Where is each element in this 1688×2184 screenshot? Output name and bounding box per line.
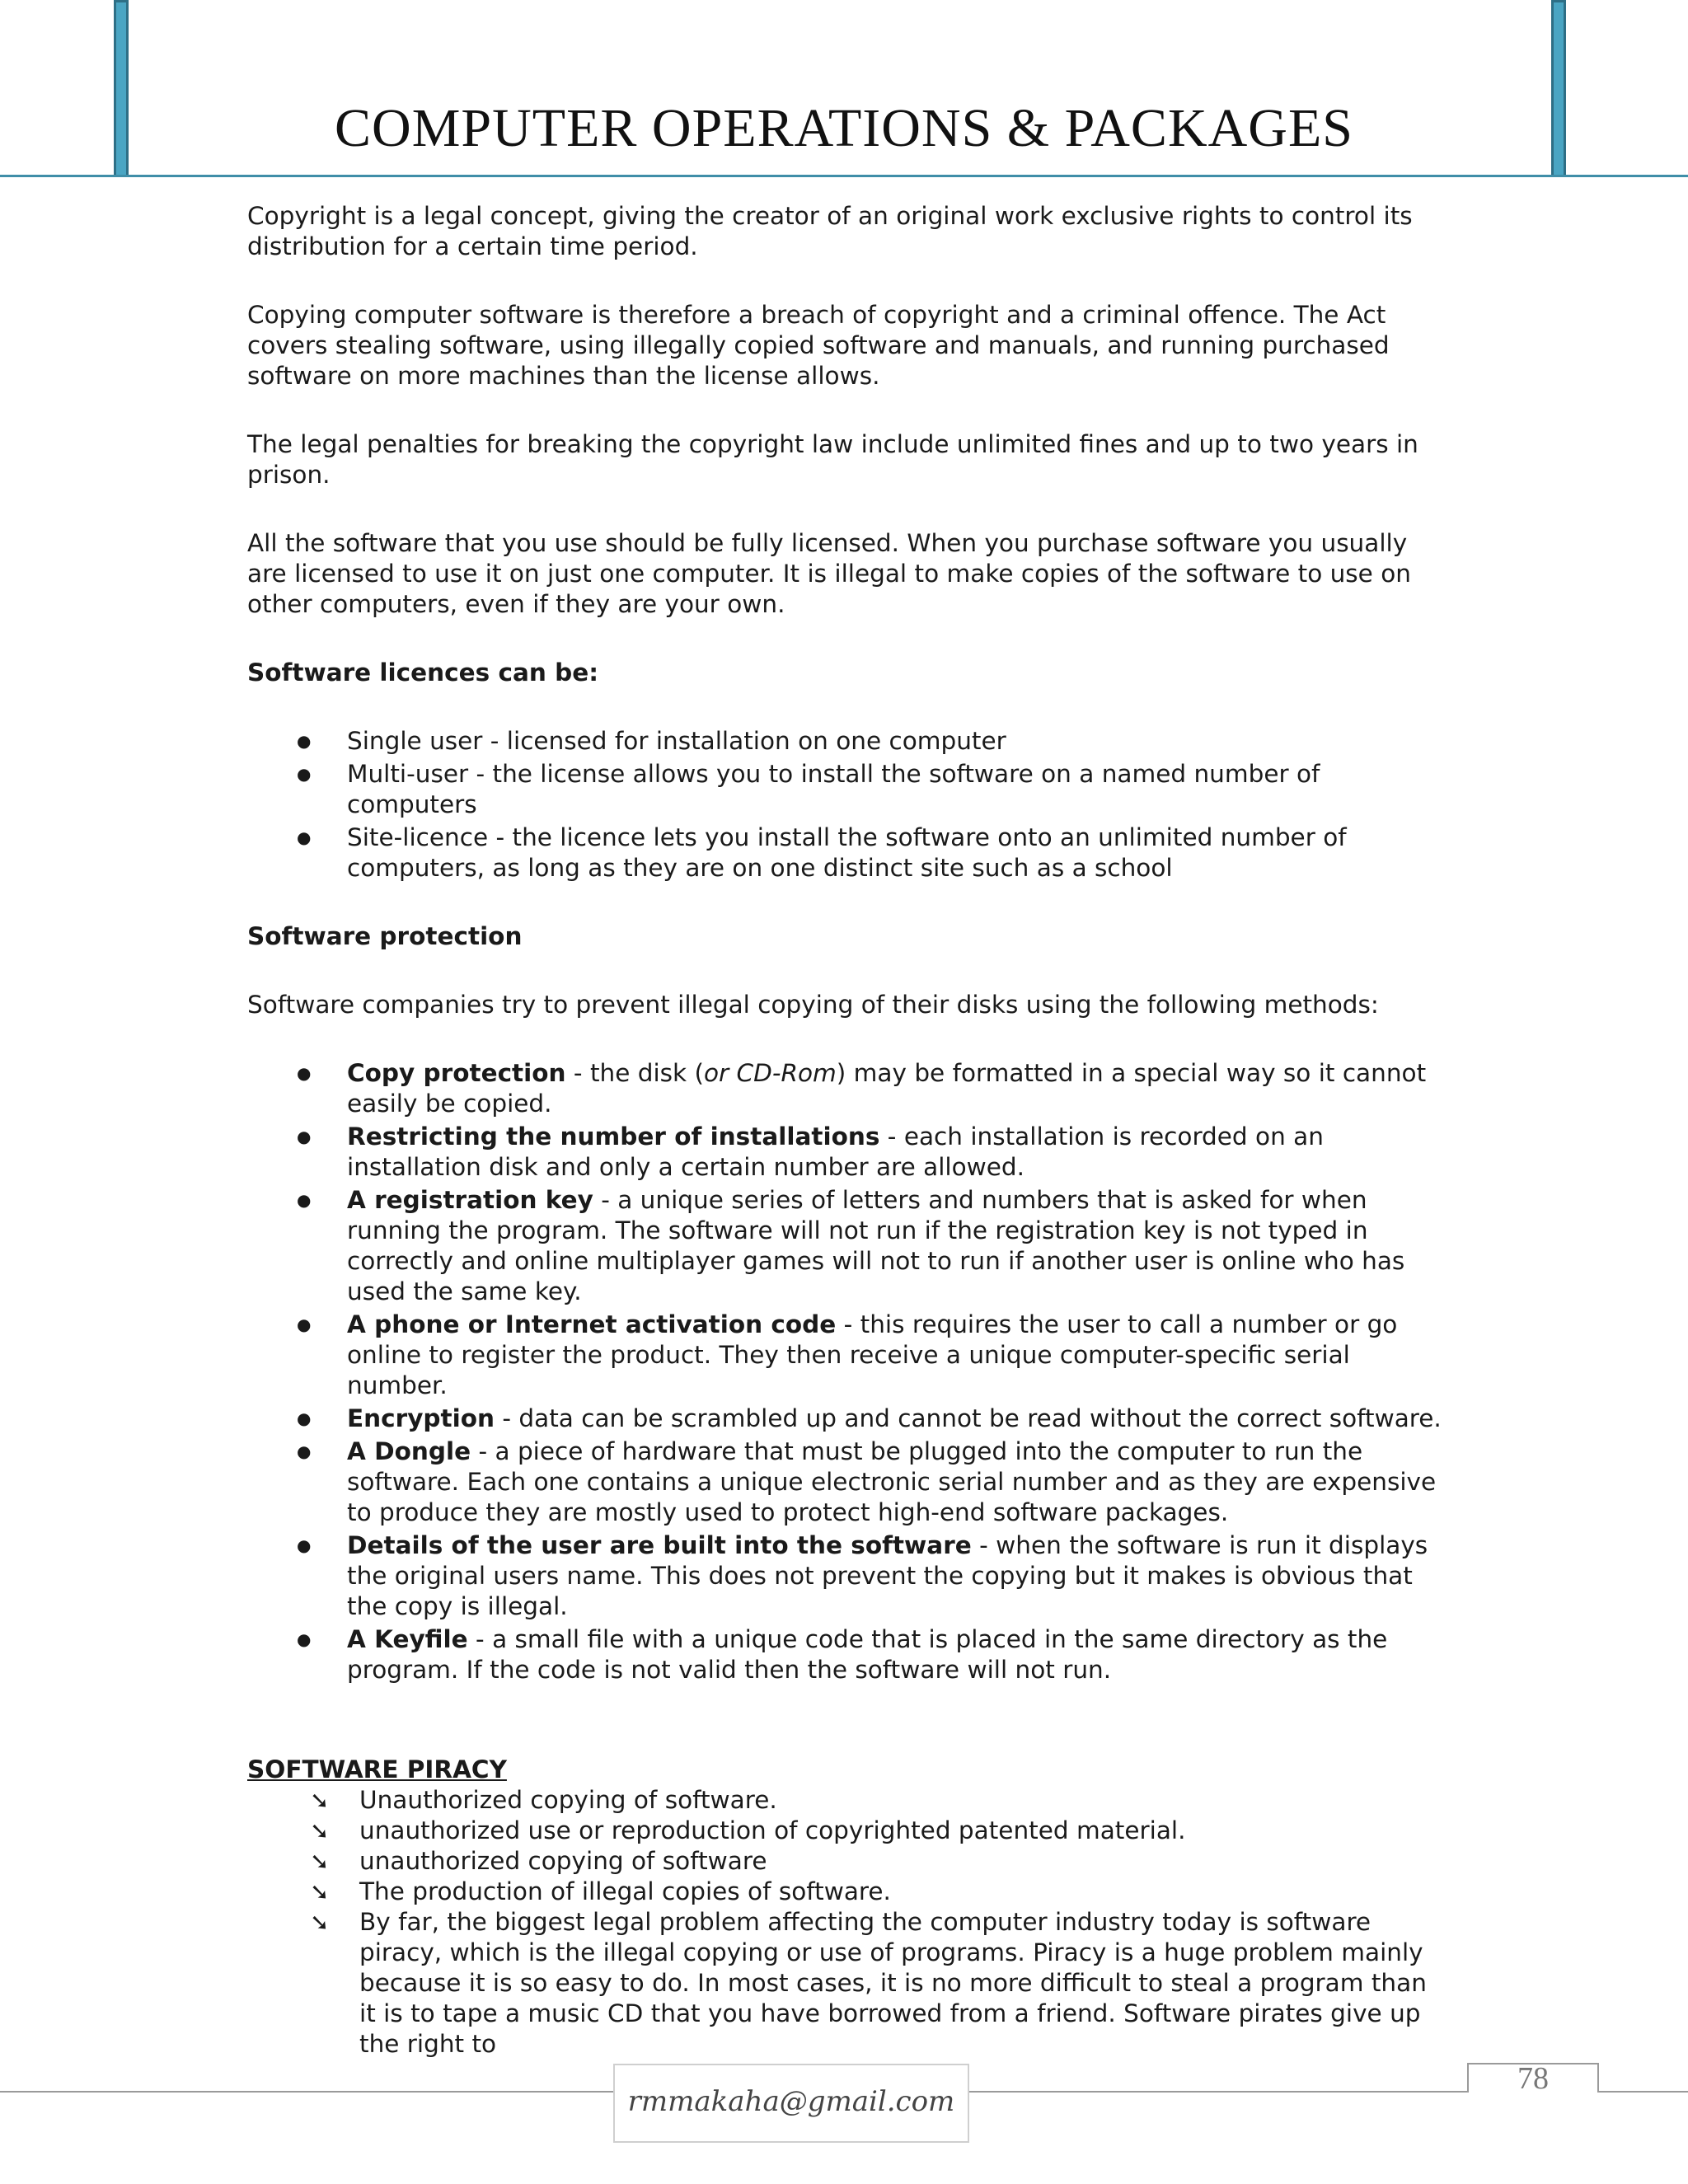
page-number: 78	[1517, 2061, 1549, 2096]
list-item	[247, 1907, 1451, 2060]
item-text: unauthorized copying of software	[359, 1847, 767, 1875]
item-text: - a piece of hardware that must be plugged into the computer to run the software. Each one contains a unique electronic serial number and as they are expensive to produce they are mostly used to protect high-end software packages.	[347, 1437, 1437, 1526]
list-item	[247, 1785, 1451, 1816]
list-item	[247, 1624, 1451, 1685]
item-text: - data can be scrambled up and cannot be read without the correct software.	[495, 1404, 1442, 1432]
list-item	[247, 1058, 1451, 1119]
item-term: A registration key	[347, 1186, 593, 1214]
list-item	[247, 1846, 1451, 1877]
list-item: ● Multi-user - the license allows you to install the software on a named number of computers	[247, 759, 1451, 820]
list-item	[247, 1530, 1451, 1622]
item-text: - a small file with a unique code that is placed in the same directory as the program. If the code is not valid then the software will not run.	[347, 1625, 1388, 1684]
item-text: - a unique series of letters and numbers that is asked for when running the program. The software will not run if the registration key is not typed in correctly and online multiplayer games will not to run if another user is online who has used the same key.	[347, 1186, 1405, 1305]
arrow-bullet-icon: ➘	[310, 1909, 330, 1936]
item-term: A phone or Internet activation code	[347, 1310, 837, 1338]
list-item	[247, 1310, 1451, 1401]
arrow-bullet-icon: ➘	[310, 1817, 330, 1844]
document-body	[247, 201, 1451, 2060]
paragraph-copying: Copying computer software is therefore a breach of copyright and a criminal offence. The Act covers stealing software, using illegally copied software and manuals, and running purchased software on more machines than the license allows.	[247, 301, 1390, 390]
list-item: ● Site-licence - the licence lets you install the software onto an unlimited number of computers, as long as they are on one distinct site such as a school	[247, 823, 1451, 883]
list-item	[247, 1122, 1451, 1183]
list-item	[247, 1816, 1451, 1846]
item-text: By far, the biggest legal problem affecting the computer industry today is software piracy, which is the illegal copying or use of programs. Piracy is a huge problem mainly because it is so easy to do. In most cases, it is no more difficult to steal a program than it is to tape a music CD that you have borrowed from a friend. Software pirates give up the right to	[359, 1908, 1427, 2058]
footer-divider-left	[0, 2091, 614, 2093]
item-term: Restricting the number of installations	[347, 1122, 880, 1151]
piracy-heading: SOFTWARE PIRACY	[247, 1755, 507, 1783]
list-item	[247, 1436, 1451, 1528]
item-term: Copy protection	[347, 1059, 566, 1087]
item-text: - each installation is recorded on an installation disk and only a certain number are allowed.	[347, 1122, 1324, 1181]
list-item: ● Single user - licensed for installation on one computer	[247, 726, 1451, 757]
protection-intro: Software companies try to prevent illegal copying of their disks using the following methods:	[247, 991, 1379, 1019]
list-item	[247, 1404, 1451, 1434]
header-divider	[0, 175, 1688, 177]
paragraph-copyright: Copyright is a legal concept, giving the creator of an original work exclusive rights to control its distribution for a certain time period.	[247, 202, 1413, 260]
licences-list	[247, 726, 1451, 883]
protection-heading: Software protection	[247, 922, 523, 950]
paragraph-penalties: The legal penalties for breaking the copyright law include unlimited fines and up to two years in prison.	[247, 430, 1418, 489]
item-text: - this requires the user to call a number or go online to register the product. They then receive a unique computer-specific serial number.	[347, 1310, 1398, 1399]
item-term: Details of the user are built into the software	[347, 1531, 972, 1559]
list-item	[247, 1877, 1451, 1907]
list-item	[247, 1185, 1451, 1307]
paragraph-licensing: All the software that you use should be fully licensed. When you purchase software you usually are licensed to use it on just one computer. It is illegal to make copies of the software to use on other computers, even if they are your own.	[247, 529, 1411, 618]
item-term: Encryption	[347, 1404, 495, 1432]
item-text: Unauthorized copying of software.	[359, 1786, 777, 1814]
item-text: ) may be formatted in a special way so it cannot easily be copied.	[347, 1059, 1427, 1118]
licences-heading: Software licences can be:	[247, 658, 599, 687]
piracy-list	[247, 1785, 1451, 2060]
item-term: A Keyfile	[347, 1625, 468, 1653]
footer-email-box	[613, 2064, 969, 2143]
arrow-bullet-icon: ➘	[310, 1848, 330, 1875]
item-text: unauthorized use or reproduction of copyrighted patented material.	[359, 1816, 1186, 1844]
page-title: COMPUTER OPERATIONS & PACKAGES	[335, 98, 1353, 158]
item-text: The production of illegal copies of software.	[359, 1877, 891, 1905]
item-term: A Dongle	[347, 1437, 471, 1465]
footer-email: rmmakaha@gmail.com	[627, 2085, 955, 2118]
item-emphasis: or CD-Rom	[704, 1059, 837, 1087]
arrow-bullet-icon: ➘	[310, 1878, 330, 1905]
arrow-bullet-icon: ➘	[310, 1787, 330, 1814]
item-text: - the disk (	[565, 1059, 704, 1087]
item-text: - when the software is run it displays the original users name. This does not prevent the copying but it makes is obvious that the copy is illegal.	[347, 1531, 1428, 1620]
protection-list	[247, 1058, 1451, 1685]
